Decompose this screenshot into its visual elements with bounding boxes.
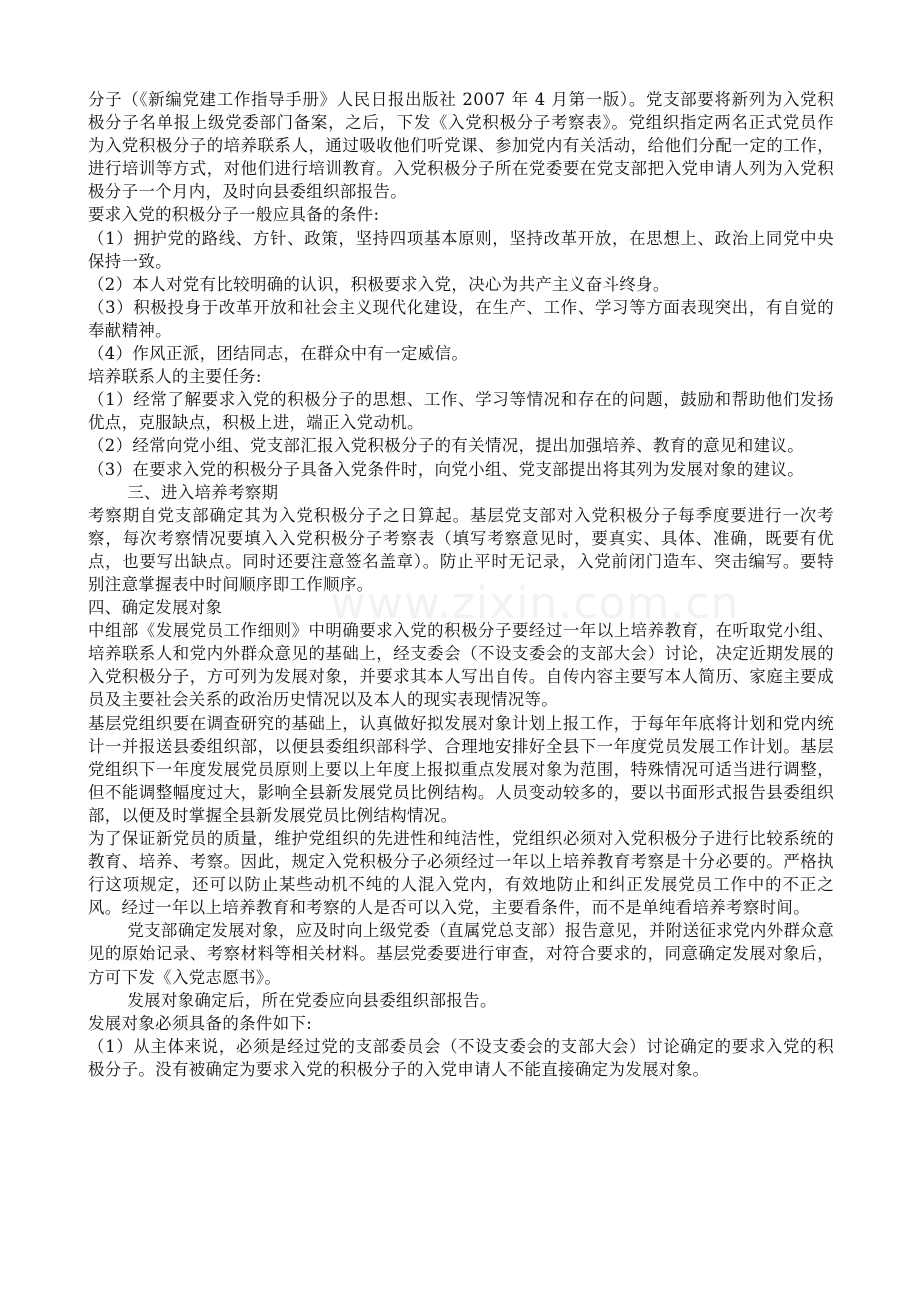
watermark: www.zixin.com.cn (330, 578, 740, 629)
paragraph-report: 党支部确定发展对象，应及时向上级党委（直属党总支部）报告意见，并附送征求党内外群众意见的原始记录、考察材料等相关材料。基层党委要进行审查，对符合要求的，同意确定发展对象后，方可下发《入党志愿书》。 (88, 921, 834, 987)
list-item-task-2: （2）经常向党小组、党支部汇报入党积极分子的有关情况，提出加强培养、教育的意见和建议。 (88, 436, 805, 456)
list-item-condition-3: （3）积极投身于改革开放和社会主义现代化建设，在生产、工作、学习等方面表现突出，有自觉的奉献精神。 (88, 297, 834, 340)
paragraph-inspection-period: 考察期自党支部确定其为入党积极分子之日算起。基层党支部对入党积极分子每季度要进行一次考察，每次考察情况要填入入党积极分子考察表（填写考察意见时，要真实、具体、准确，既要有优点，也要写出缺点。同时还要注意签名盖章）。防止平时无记录，入党前闭门造车、突击编写。要特别注意掌握表中时间顺序即工作顺序。 (88, 505, 834, 594)
heading-target-conditions: 发展对象必须具备的条件如下: (88, 1013, 313, 1033)
paragraph-quality: 为了保证新党员的质量，维护党组织的先进性和纯洁性，党组织必须对入党积极分子进行比较系统的教育、培养、考察。因此，规定入党积极分子必须经过一年以上培养教育考察是十分必要的。严格执行这项规定，还可以防止某些动机不纯的人混入党内，有效地防止和纠正发展党员工作中的不正之风。经过一年以上培养教育和考察的人是否可以入党，主要看条件，而不是单纯看培养考察时间。 (88, 829, 834, 918)
paragraph-intro: 分子（《新编党建工作指导手册》人民日报出版社 2007 年 4 月第一版）。党支部要将新列为入党积极分子名单报上级党委部门备案，之后，下发《入党积极分子考察表》。党组织指定两名正式党员作为入党积极分子的培养联系人，通过吸收他们听党课、参加党内有关活动，给他们分配一定的工作，进行培训等方式，对他们进行培训教育。入党积极分子所在党委要在党支部把入党申请人列为入党积极分子一个月内，及时向县委组织部报告。 (88, 90, 834, 202)
list-item-condition-1: （1）拥护党的路线、方针、政策，坚持四项基本原则，坚持改革开放，在思想上、政治上同党中央保持一致。 (88, 228, 834, 271)
list-item-task-3: （3）在要求入党的积极分子具备入党条件时，向党小组、党支部提出将其列为发展对象的建议。 (88, 459, 805, 479)
document-body (88, 88, 834, 1081)
paragraph-regulation: 中组部《发展党员工作细则》中明确要求入党的积极分子要经过一年以上培养教育，在听取党小组、培养联系人和党内外群众意见的基础上，经支委会（不设支委会的支部大会）讨论，决定近期发展的入党积极分子，方可列为发展对象，并要求其本人写出自传。自传内容主要写本人简历、家庭主要成员及主要社会关系的政治历史情况以及本人的现实表现情况等。 (88, 621, 834, 710)
heading-conditions: 要求入党的积极分子一般应具备的条件: (88, 205, 380, 225)
paragraph-plan: 基层党组织要在调查研究的基础上，认真做好拟发展对象计划上报工作，于每年年底将计划和党内统计一并报送县委组织部，以便县委组织部科学、合理地安排好全县下一年度党员发展工作计划。基层党组织下一年度发展党员原则上要以上年度上报拟重点发展对象为范围，特殊情况可适当进行调整，但不能调整幅度过大，影响全县新发展党员比例结构。人员变动较多的，要以书面形式报告县委组织部，以便及时掌握全县新发展党员比例结构情况。 (88, 713, 834, 825)
section-heading-3: 三、进入培养考察期 (127, 482, 279, 502)
list-item-task-1: （1）经常了解要求入党的积极分子的思想、工作、学习等情况和存在的问题，鼓励和帮助他们发扬优点，克服缺点，积极上进，端正入党动机。 (88, 390, 834, 433)
list-item-target-1: （1）从主体来说，必须是经过党的支部委员会（不设支委会的支部大会）讨论确定的要求入党的积极分子。没有被确定为要求入党的积极分子的入党申请人不能直接确定为发展对象。 (88, 1036, 834, 1079)
section-heading-4: 四、确定发展对象 (88, 598, 223, 618)
list-item-condition-4: （4）作风正派，团结同志，在群众中有一定威信。 (88, 344, 469, 364)
list-item-condition-2: （2）本人对党有比较明确的认识，积极要求入党，决心为共产主义奋斗终身。 (88, 274, 670, 294)
paragraph-report-county: 发展对象确定后，所在党委应向县委组织部报告。 (127, 990, 497, 1010)
heading-contact-tasks: 培养联系人的主要任务: (88, 367, 262, 387)
